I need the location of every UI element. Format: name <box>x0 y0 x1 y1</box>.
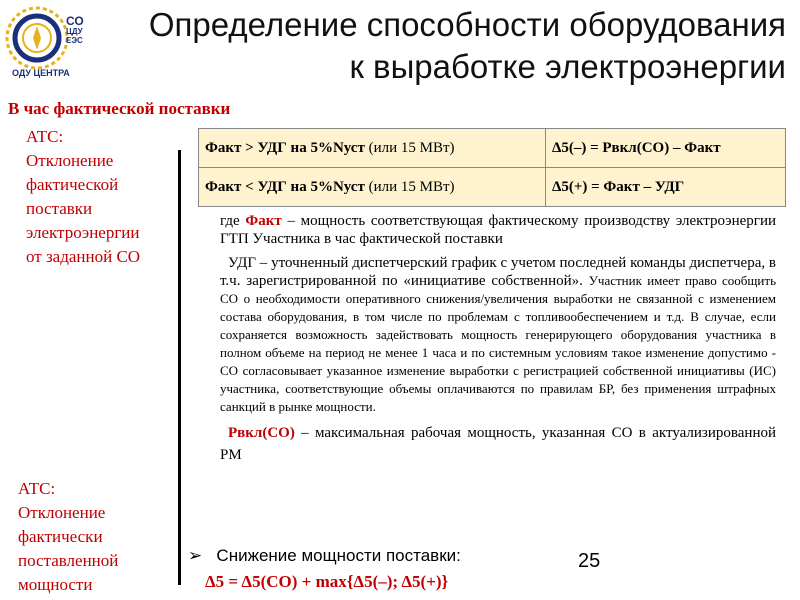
side-note-heading: АТС: <box>26 127 64 146</box>
side-note-line: мощности <box>18 575 93 594</box>
arrow-bullet-icon: ➢ <box>188 546 203 565</box>
side-note-line: Отклонение <box>18 503 106 522</box>
bullet-item <box>188 546 461 566</box>
table-row <box>199 129 786 168</box>
logo-text-line3: ЕЭС <box>66 36 83 45</box>
definition-udg <box>220 254 776 416</box>
formula-cell: Δ5(–) = Рвкл(СО) – Факт <box>545 129 785 168</box>
slide-title-line2: к выработке электроэнергии <box>349 48 786 85</box>
slide-subtitle: В час фактической поставки <box>8 99 231 118</box>
definition-pvkl <box>220 422 776 466</box>
condition-note: (или 15 МВт) <box>368 139 455 156</box>
side-note-line: Отклонение <box>26 151 114 170</box>
side-note-line: от заданной СО <box>26 247 141 266</box>
definition-text: – максимальная рабочая мощность, указанная СО в актуализированной РМ <box>220 425 777 463</box>
definition-note: Участник имеет право сообщить СО о необходимости оперативного снижения/увеличения выработки не связанной с изменением состава оборудования, в том числе по проблемам с топливообеспечением и т.д. В случае, если сохраняется возможность задействовать мощность генерирующего оборудования участника в полном объеме на период не менее 1 часа и по системным условиям такое изменение допустимо - СО согласовывает указанное изменение выработки с регистрацией собственной инициативы (ИС) участника, соответствующие объемы оплачиваются по правилам БР, без применения штрафных санкций в рынке мощности. <box>220 273 776 414</box>
bullet-text: Снижение мощности поставки: <box>216 546 461 565</box>
definition-prefix: где <box>220 213 240 229</box>
vertical-divider <box>178 150 181 585</box>
logo-text-line1: СО <box>66 14 84 28</box>
condition-cell <box>199 168 546 207</box>
slide-title <box>106 4 786 88</box>
side-note-line: фактической <box>26 175 119 194</box>
condition-cell <box>199 129 546 168</box>
definition-term: Факт <box>245 213 282 229</box>
side-note-line: фактически <box>18 527 103 546</box>
so-ups-logo <box>4 2 104 80</box>
page-number: 25 <box>578 550 601 572</box>
condition-note: (или 15 МВт) <box>368 178 455 195</box>
side-note-line: электроэнергии <box>26 223 140 242</box>
definition-term: Рвкл(СО) <box>228 425 295 441</box>
logo-text-line2: ЦДУ <box>66 27 83 36</box>
side-note-deviation-capacity <box>18 477 148 597</box>
definitions-text <box>220 212 776 466</box>
condition-text: Факт < УДГ на 5%Nуст <box>205 178 365 195</box>
side-note-line: поставки <box>26 199 93 218</box>
definition-fact <box>220 212 776 248</box>
definition-text: – мощность соответствующая фактическому производству электроэнергии ГТП Участника в час фактической поставки <box>220 213 777 247</box>
conditions-table <box>198 128 786 207</box>
slide-title-line1: Определение способности оборудования <box>148 6 786 43</box>
table-row <box>199 168 786 207</box>
side-note-heading: АТС: <box>18 479 56 498</box>
definition-text: УДГ – уточненный диспетчерский график с учетом последней команды диспетчера, в т.ч. зарегистрированной по «инициативе собственной». <box>220 255 776 289</box>
logo-caption: ОДУ ЦЕНТРА <box>12 68 70 78</box>
summary-formula: Δ5 = Δ5(СО) + max{Δ5(–); Δ5(+)} <box>205 572 449 591</box>
side-note-line: поставленной <box>18 551 119 570</box>
side-note-deviation-energy <box>26 125 176 269</box>
formula-cell: Δ5(+) = Факт – УДГ <box>545 168 785 207</box>
condition-text: Факт > УДГ на 5%Nуст <box>205 139 365 156</box>
